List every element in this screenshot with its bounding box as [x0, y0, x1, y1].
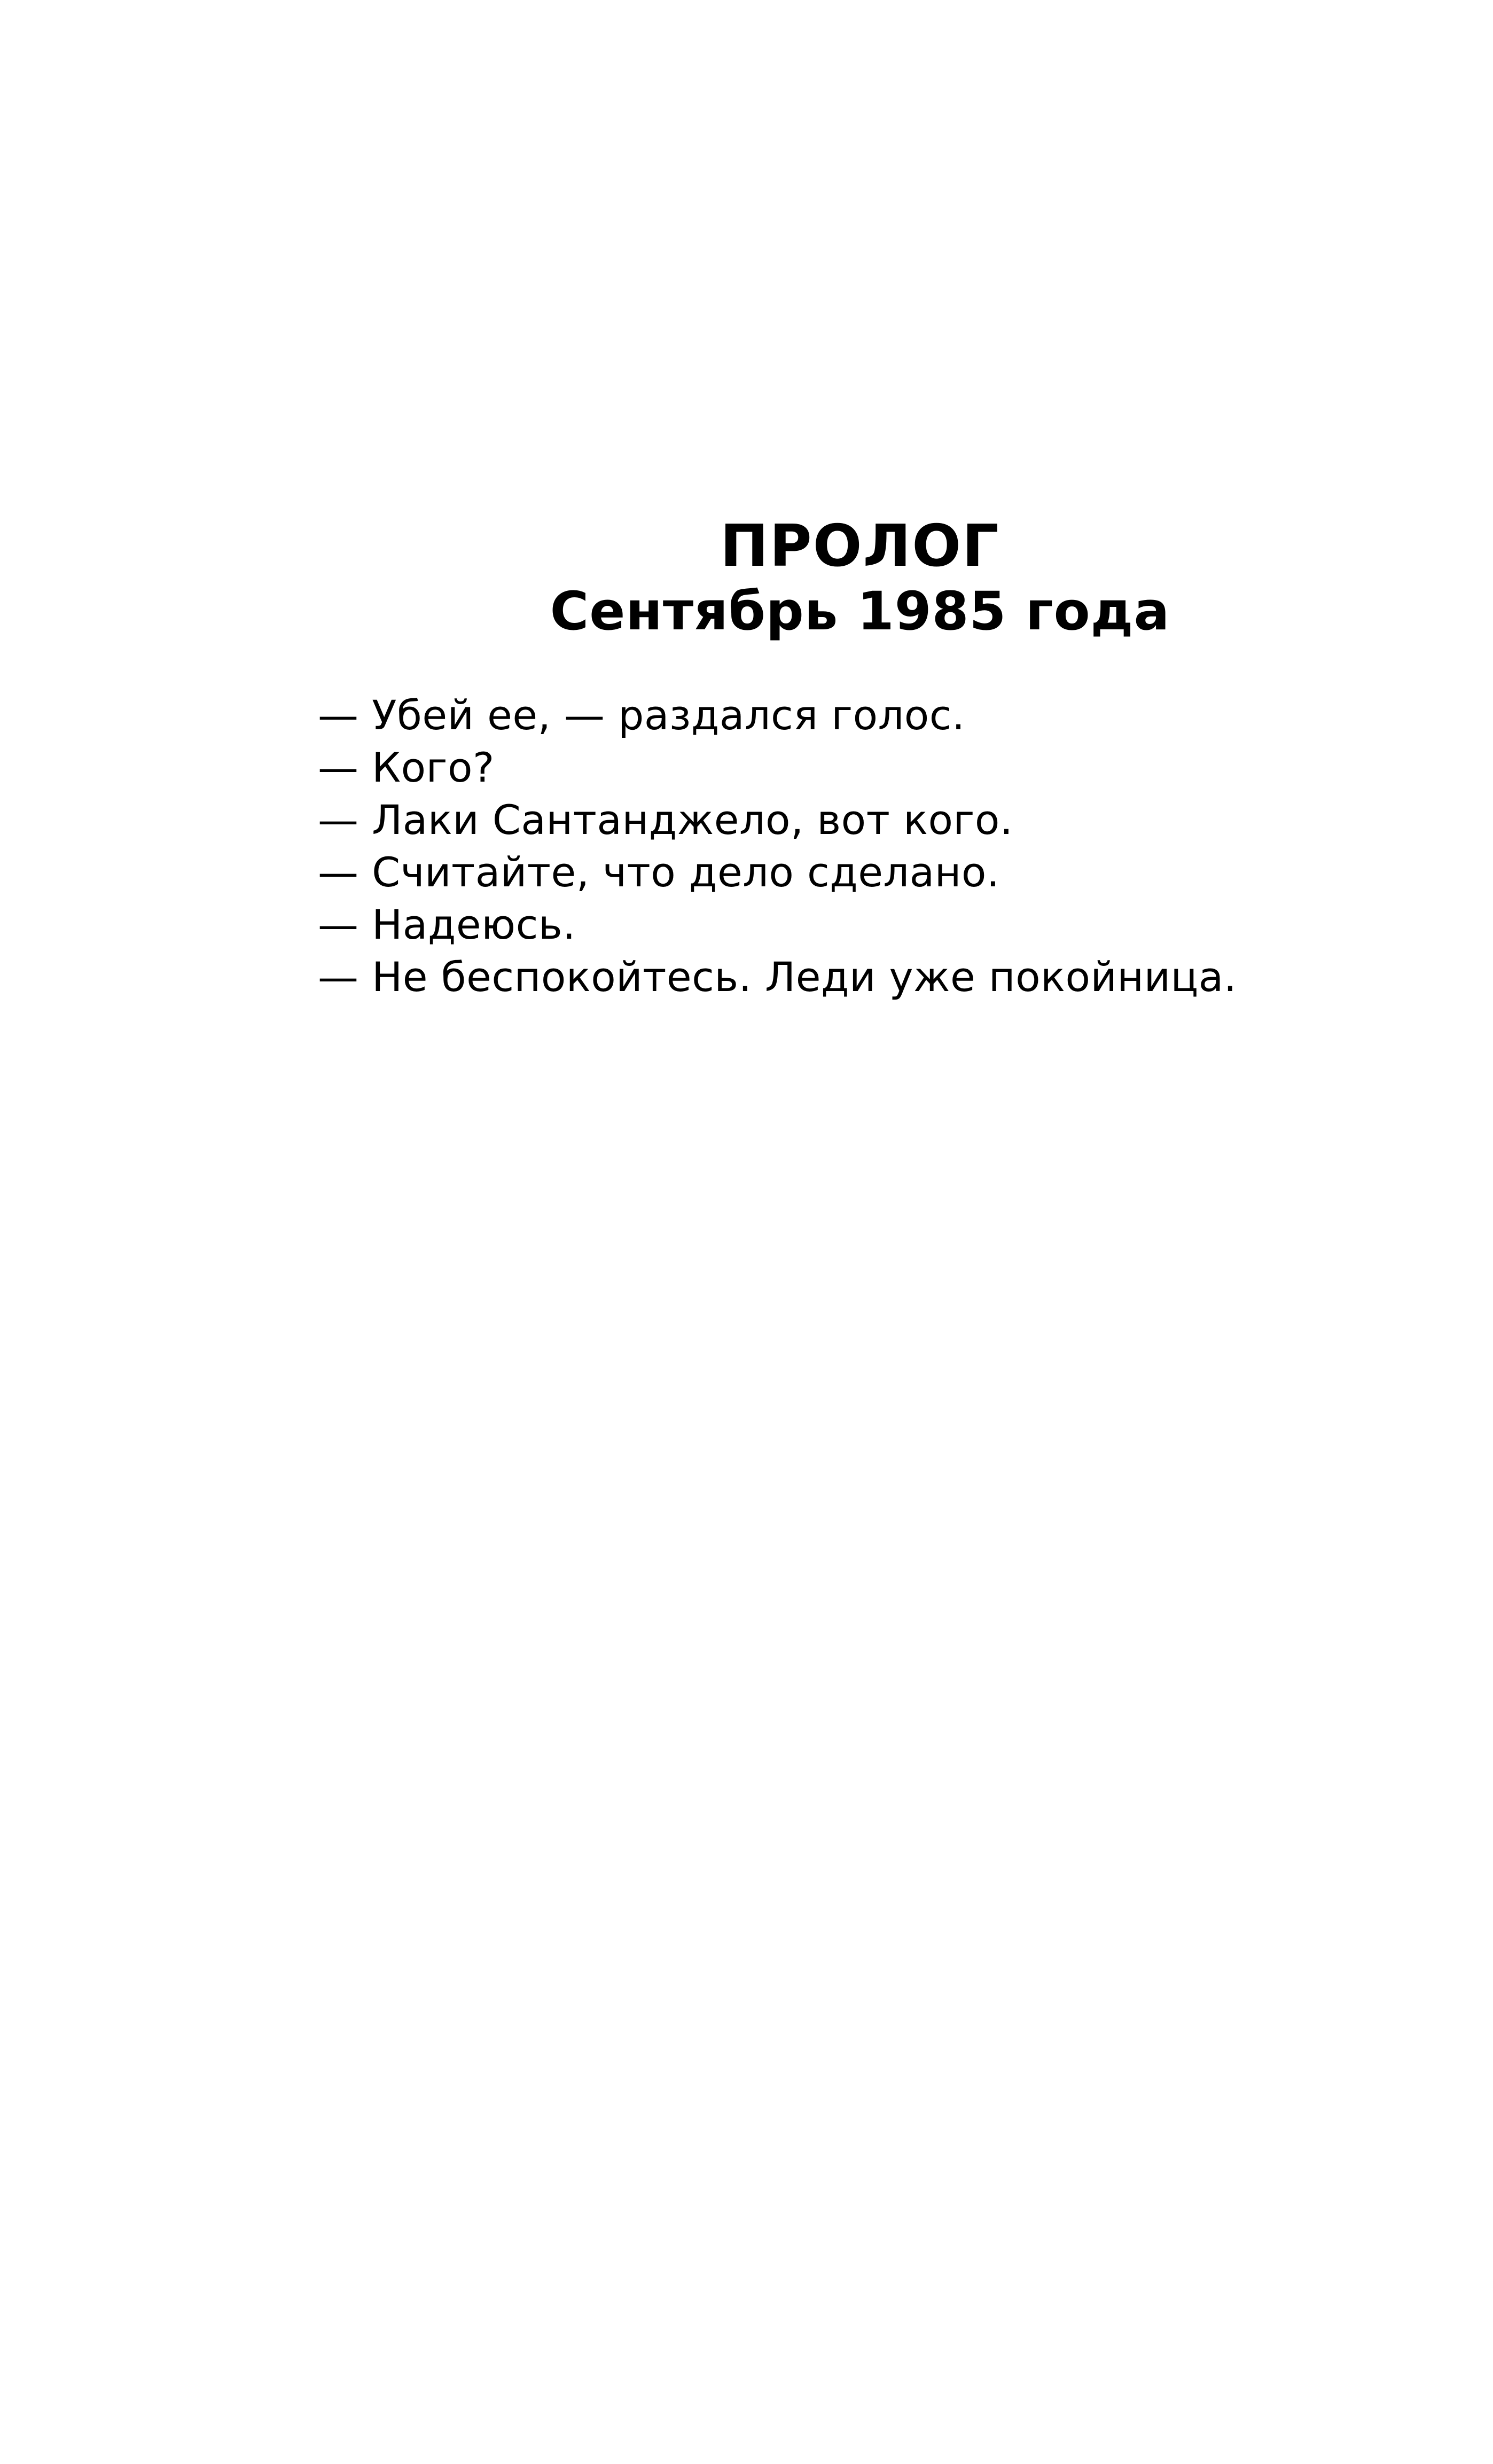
dialogue-line: — Лаки Сантанджело, вот кого. — [318, 796, 1013, 844]
chapter-title: ПРОЛОГ — [720, 513, 1000, 580]
chapter-date: Сентябрь 1985 года — [550, 581, 1170, 642]
dialogue-line: — Надеюсь. — [318, 901, 576, 948]
dialogue-line: — Не беспокойтесь. Леди уже покойница. — [318, 953, 1237, 1001]
dialogue-line: — Кого? — [318, 744, 495, 791]
dialogue-line: — Убей ее, — раздался голос. — [318, 691, 965, 739]
dialogue-line: — Считайте, что дело сделано. — [318, 848, 1000, 896]
dialogue-block — [318, 689, 1413, 1003]
